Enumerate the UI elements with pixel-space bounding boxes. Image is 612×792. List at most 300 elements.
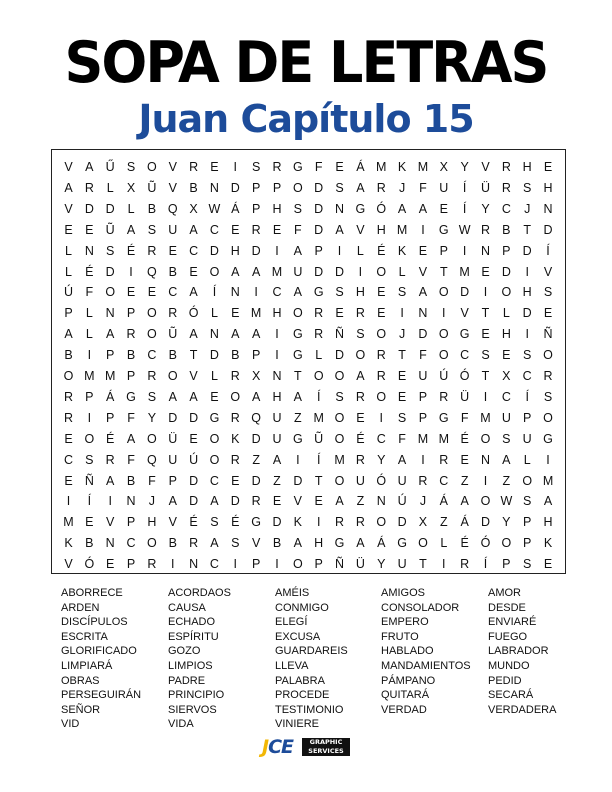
grid-cell[interactable]: Y <box>377 557 386 572</box>
grid-cell[interactable]: A <box>293 285 303 300</box>
grid-cell[interactable]: E <box>231 473 240 488</box>
grid-cell[interactable]: D <box>105 264 115 279</box>
grid-cell[interactable]: S <box>543 389 553 404</box>
grid-cell[interactable]: S <box>147 222 157 237</box>
grid-cell[interactable]: Y <box>377 452 386 467</box>
grid-cell[interactable]: I <box>442 306 446 321</box>
grid-cell[interactable]: Ó <box>459 369 470 383</box>
grid-cell[interactable]: P <box>126 557 136 572</box>
grid-cell[interactable]: N <box>105 536 115 551</box>
grid-cell[interactable]: V <box>64 201 73 216</box>
grid-cell[interactable]: E <box>439 201 448 216</box>
grid-cell[interactable]: R <box>230 410 240 425</box>
grid-cell[interactable]: A <box>543 494 553 509</box>
grid-cell[interactable]: O <box>480 494 491 509</box>
grid-cell[interactable]: I <box>233 557 238 572</box>
grid-cell[interactable]: V <box>460 306 469 321</box>
grid-cell[interactable]: A <box>335 222 344 237</box>
grid-cell[interactable]: R <box>376 369 386 383</box>
grid-cell[interactable]: D <box>314 264 324 279</box>
grid-cell[interactable]: Á <box>460 515 469 530</box>
grid-cell[interactable]: F <box>85 285 94 300</box>
grid-cell[interactable]: Á <box>106 389 115 404</box>
grid-cell[interactable]: V <box>168 160 177 174</box>
grid-cell[interactable]: N <box>335 201 345 216</box>
grid-cell[interactable]: Z <box>502 473 511 488</box>
grid-cell[interactable]: B <box>168 536 177 551</box>
grid-cell[interactable]: P <box>251 180 261 195</box>
grid-cell[interactable]: C <box>63 452 74 467</box>
grid-cell[interactable]: M <box>334 452 345 467</box>
grid-cell[interactable]: E <box>335 160 344 174</box>
grid-cell[interactable]: R <box>63 389 74 404</box>
grid-cell[interactable]: É <box>460 431 469 446</box>
grid-cell[interactable]: Í <box>212 285 217 300</box>
grid-cell[interactable]: X <box>126 180 136 195</box>
grid-cell[interactable]: O <box>167 369 178 383</box>
grid-cell[interactable]: P <box>523 536 532 551</box>
grid-cell[interactable]: A <box>251 327 261 342</box>
grid-cell[interactable]: D <box>209 243 219 258</box>
grid-cell[interactable]: P <box>523 410 532 425</box>
grid-cell[interactable]: B <box>64 348 73 363</box>
grid-cell[interactable]: C <box>189 243 199 258</box>
grid-cell[interactable]: G <box>543 431 553 446</box>
grid-cell[interactable]: R <box>251 494 261 509</box>
grid-cell[interactable]: C <box>168 285 178 300</box>
grid-cell[interactable]: Z <box>294 410 302 425</box>
grid-cell[interactable]: M <box>542 473 554 488</box>
grid-cell[interactable]: J <box>524 201 531 216</box>
grid-cell[interactable]: P <box>502 557 511 572</box>
grid-cell[interactable]: C <box>501 389 511 404</box>
grid-cell[interactable]: F <box>148 473 156 488</box>
grid-cell[interactable]: A <box>272 452 282 467</box>
grid-cell[interactable]: X <box>418 515 428 530</box>
grid-cell[interactable]: O <box>147 431 157 446</box>
grid-cell[interactable]: W <box>500 494 513 509</box>
grid-cell[interactable]: B <box>168 264 177 279</box>
grid-cell[interactable]: L <box>210 306 218 321</box>
grid-cell[interactable]: X <box>502 369 511 383</box>
grid-cell[interactable]: A <box>251 389 261 404</box>
grid-cell[interactable]: T <box>439 264 448 279</box>
grid-cell[interactable]: N <box>84 243 94 258</box>
grid-cell[interactable]: I <box>275 243 279 258</box>
grid-cell[interactable]: E <box>397 389 407 404</box>
grid-cell[interactable]: T <box>419 557 427 572</box>
grid-cell[interactable]: A <box>418 285 428 300</box>
grid-cell[interactable]: R <box>418 473 428 488</box>
grid-cell[interactable]: I <box>108 494 112 509</box>
grid-cell[interactable]: L <box>315 348 323 363</box>
grid-cell[interactable]: E <box>397 369 407 383</box>
grid-cell[interactable]: Ü <box>460 389 470 404</box>
grid-cell[interactable]: G <box>334 536 345 551</box>
grid-cell[interactable]: R <box>230 369 240 383</box>
grid-cell[interactable]: I <box>275 348 279 363</box>
grid-cell[interactable]: F <box>419 348 427 363</box>
grid-cell[interactable]: V <box>64 557 73 572</box>
grid-cell[interactable]: V <box>168 515 177 530</box>
grid-cell[interactable]: I <box>87 348 92 363</box>
grid-cell[interactable]: D <box>84 201 94 216</box>
grid-cell[interactable]: Y <box>481 201 490 216</box>
grid-cell[interactable]: Á <box>439 494 448 509</box>
grid-cell[interactable]: H <box>230 243 240 258</box>
grid-cell[interactable]: I <box>358 264 363 279</box>
grid-cell[interactable]: A <box>106 327 115 342</box>
grid-cell[interactable]: M <box>250 306 262 321</box>
grid-cell[interactable]: S <box>397 285 407 300</box>
grid-cell[interactable]: Y <box>147 410 157 425</box>
grid-cell[interactable]: Y <box>502 515 511 530</box>
grid-cell[interactable]: A <box>85 160 94 174</box>
grid-cell[interactable]: H <box>522 285 532 300</box>
grid-cell[interactable]: O <box>105 285 116 300</box>
grid-cell[interactable]: E <box>418 243 428 258</box>
grid-cell[interactable]: O <box>376 515 387 530</box>
grid-cell[interactable]: K <box>397 160 407 174</box>
grid-cell[interactable]: Ñ <box>543 327 553 342</box>
grid-cell[interactable]: Ü <box>168 431 178 446</box>
grid-cell[interactable]: G <box>313 285 324 300</box>
grid-cell[interactable]: E <box>377 306 386 321</box>
grid-cell[interactable]: A <box>356 369 365 383</box>
grid-cell[interactable]: P <box>126 369 136 383</box>
grid-cell[interactable]: P <box>251 201 261 216</box>
grid-cell[interactable]: E <box>126 285 136 300</box>
grid-cell[interactable]: O <box>334 410 345 425</box>
grid-cell[interactable]: L <box>440 536 448 551</box>
grid-cell[interactable]: P <box>126 306 136 321</box>
grid-cell[interactable]: H <box>272 306 282 321</box>
grid-cell[interactable]: F <box>294 222 302 237</box>
grid-cell[interactable]: E <box>85 515 94 530</box>
grid-cell[interactable]: U <box>501 410 511 425</box>
grid-cell[interactable]: Ó <box>376 201 387 216</box>
grid-cell[interactable]: R <box>272 160 282 174</box>
grid-cell[interactable]: I <box>483 285 488 300</box>
grid-cell[interactable]: T <box>481 306 490 321</box>
grid-cell[interactable]: Ú <box>63 285 74 300</box>
grid-cell[interactable]: O <box>438 348 449 363</box>
grid-cell[interactable]: I <box>171 557 175 572</box>
grid-cell[interactable]: M <box>84 369 95 383</box>
grid-cell[interactable]: A <box>106 473 115 488</box>
grid-cell[interactable]: Í <box>483 557 488 572</box>
grid-cell[interactable]: V <box>189 369 198 383</box>
grid-cell[interactable]: A <box>251 264 261 279</box>
grid-cell[interactable]: D <box>251 473 261 488</box>
grid-cell[interactable]: T <box>481 369 490 383</box>
grid-cell[interactable]: C <box>209 557 219 572</box>
grid-cell[interactable]: Ű <box>105 160 115 174</box>
grid-cell[interactable]: Q <box>167 201 178 216</box>
grid-cell[interactable]: I <box>546 452 550 467</box>
grid-cell[interactable]: H <box>522 160 532 174</box>
grid-cell[interactable]: É <box>356 431 365 446</box>
grid-cell[interactable]: P <box>106 348 115 363</box>
grid-cell[interactable]: H <box>355 285 365 300</box>
grid-cell[interactable]: E <box>85 222 94 237</box>
grid-cell[interactable]: K <box>397 243 407 258</box>
grid-cell[interactable]: A <box>356 536 365 551</box>
grid-cell[interactable]: E <box>231 222 240 237</box>
grid-cell[interactable]: U <box>355 473 365 488</box>
grid-cell[interactable]: L <box>65 264 72 279</box>
grid-cell[interactable]: R <box>335 515 345 530</box>
grid-cell[interactable]: E <box>272 222 282 237</box>
grid-cell[interactable]: E <box>543 160 553 174</box>
grid-cell[interactable]: Í <box>462 201 467 216</box>
grid-cell[interactable]: D <box>230 494 240 509</box>
grid-cell[interactable]: H <box>376 222 386 237</box>
grid-cell[interactable]: U <box>168 222 178 237</box>
grid-cell[interactable]: A <box>397 201 407 216</box>
grid-cell[interactable]: I <box>483 389 488 404</box>
grid-cell[interactable]: R <box>439 389 449 404</box>
grid-cell[interactable]: R <box>230 452 240 467</box>
grid-cell[interactable]: G <box>292 327 303 342</box>
grid-cell[interactable]: A <box>231 327 240 342</box>
grid-cell[interactable]: R <box>460 557 470 572</box>
grid-cell[interactable]: S <box>502 431 511 446</box>
grid-cell[interactable]: Á <box>356 160 365 174</box>
grid-cell[interactable]: D <box>335 348 345 363</box>
grid-cell[interactable]: A <box>189 222 198 237</box>
grid-cell[interactable]: Í <box>316 452 321 467</box>
grid-cell[interactable]: L <box>210 369 218 383</box>
grid-cell[interactable]: B <box>147 201 157 216</box>
grid-cell[interactable]: Ú <box>189 452 199 467</box>
grid-cell[interactable]: I <box>66 494 71 509</box>
grid-cell[interactable]: A <box>397 452 407 467</box>
grid-cell[interactable]: Ũ <box>168 327 178 342</box>
grid-cell[interactable]: R <box>543 369 553 383</box>
grid-cell[interactable]: D <box>480 515 491 530</box>
grid-cell[interactable]: I <box>316 515 321 530</box>
grid-cell[interactable]: O <box>313 369 324 383</box>
grid-cell[interactable]: O <box>292 306 303 321</box>
grid-cell[interactable]: D <box>293 473 303 488</box>
grid-cell[interactable]: L <box>85 306 93 321</box>
grid-cell[interactable]: S <box>126 160 136 174</box>
grid-cell[interactable]: Í <box>462 180 467 195</box>
grid-cell[interactable]: L <box>85 327 93 342</box>
grid-cell[interactable]: Ó <box>188 306 199 321</box>
grid-cell[interactable]: A <box>126 222 136 237</box>
grid-cell[interactable]: A <box>126 431 136 446</box>
grid-cell[interactable]: O <box>438 285 449 300</box>
grid-cell[interactable]: T <box>189 348 198 363</box>
grid-cell[interactable]: E <box>543 557 553 572</box>
grid-cell[interactable]: S <box>293 201 303 216</box>
grid-cell[interactable]: Ü <box>480 180 491 195</box>
grid-cell[interactable]: Ó <box>376 473 387 488</box>
grid-cell[interactable]: O <box>334 369 345 383</box>
grid-cell[interactable]: I <box>421 222 425 237</box>
grid-cell[interactable]: E <box>210 389 219 404</box>
grid-cell[interactable]: E <box>147 285 157 300</box>
grid-cell[interactable]: I <box>296 452 300 467</box>
grid-cell[interactable]: L <box>106 180 114 195</box>
grid-cell[interactable]: M <box>63 515 74 530</box>
grid-cell[interactable]: U <box>293 264 303 279</box>
grid-cell[interactable]: D <box>272 515 282 530</box>
grid-cell[interactable]: O <box>543 348 553 363</box>
grid-cell[interactable]: O <box>84 431 95 446</box>
grid-cell[interactable]: I <box>400 306 404 321</box>
grid-cell[interactable]: Ñ <box>84 473 94 488</box>
grid-cell[interactable]: I <box>129 264 133 279</box>
grid-cell[interactable]: T <box>398 348 406 363</box>
grid-cell[interactable]: D <box>397 515 407 530</box>
grid-cell[interactable]: Ũ <box>147 180 157 195</box>
grid-cell[interactable]: A <box>210 494 219 509</box>
grid-cell[interactable]: P <box>439 243 448 258</box>
grid-cell[interactable]: Í <box>316 389 321 404</box>
grid-cell[interactable]: J <box>419 494 427 509</box>
grid-cell[interactable]: Ú <box>439 369 449 383</box>
grid-cell[interactable]: A <box>335 494 344 509</box>
grid-cell[interactable]: A <box>293 243 303 258</box>
grid-cell[interactable]: P <box>126 515 136 530</box>
grid-cell[interactable]: O <box>147 160 157 174</box>
grid-cell[interactable]: O <box>209 452 220 467</box>
grid-cell[interactable]: V <box>106 515 115 530</box>
grid-cell[interactable]: M <box>271 264 283 279</box>
grid-cell[interactable]: E <box>481 327 490 342</box>
grid-cell[interactable]: G <box>355 201 366 216</box>
grid-cell[interactable]: D <box>314 201 324 216</box>
grid-cell[interactable]: C <box>209 473 219 488</box>
grid-cell[interactable]: E <box>335 306 344 321</box>
grid-cell[interactable]: A <box>293 536 303 551</box>
grid-cell[interactable]: M <box>438 431 449 446</box>
grid-cell[interactable]: K <box>231 431 240 446</box>
grid-cell[interactable]: H <box>147 515 157 530</box>
grid-cell[interactable]: Í <box>87 494 92 509</box>
grid-cell[interactable]: I <box>275 327 279 342</box>
grid-cell[interactable]: L <box>65 243 72 258</box>
grid-cell[interactable]: S <box>523 180 532 195</box>
grid-cell[interactable]: P <box>523 515 532 530</box>
grid-cell[interactable]: S <box>523 557 532 572</box>
grid-cell[interactable]: Z <box>439 515 448 530</box>
grid-cell[interactable]: É <box>231 515 240 530</box>
grid-cell[interactable]: S <box>523 494 532 509</box>
grid-cell[interactable]: N <box>126 494 136 509</box>
grid-cell[interactable]: O <box>438 327 449 342</box>
grid-cell[interactable]: É <box>377 243 386 258</box>
grid-cell[interactable]: N <box>272 369 282 383</box>
grid-cell[interactable]: P <box>64 306 73 321</box>
grid-cell[interactable]: O <box>292 557 303 572</box>
grid-cell[interactable]: N <box>209 180 219 195</box>
grid-cell[interactable]: N <box>480 243 491 258</box>
grid-cell[interactable]: T <box>523 222 531 237</box>
grid-cell[interactable]: V <box>251 536 261 551</box>
grid-cell[interactable]: I <box>483 473 488 488</box>
grid-cell[interactable]: H <box>501 327 511 342</box>
grid-cell[interactable]: E <box>64 222 73 237</box>
grid-cell[interactable]: S <box>231 536 240 551</box>
grid-cell[interactable]: R <box>314 306 324 321</box>
grid-cell[interactable]: I <box>275 557 279 572</box>
grid-cell[interactable]: B <box>272 536 282 551</box>
grid-cell[interactable]: I <box>337 243 342 258</box>
grid-cell[interactable]: C <box>522 369 532 383</box>
grid-cell[interactable]: D <box>314 180 324 195</box>
grid-cell[interactable]: P <box>502 243 511 258</box>
grid-cell[interactable]: Í <box>525 389 529 404</box>
grid-cell[interactable]: S <box>147 389 157 404</box>
grid-cell[interactable]: S <box>85 452 94 467</box>
grid-cell[interactable]: D <box>251 243 261 258</box>
grid-cell[interactable]: I <box>87 410 92 425</box>
grid-cell[interactable]: O <box>418 536 428 551</box>
grid-cell[interactable]: C <box>501 201 511 216</box>
grid-cell[interactable]: Q <box>251 410 261 425</box>
grid-cell[interactable]: C <box>376 431 386 446</box>
grid-cell[interactable]: B <box>168 348 177 363</box>
grid-cell[interactable]: O <box>334 431 345 446</box>
grid-cell[interactable]: U <box>272 410 282 425</box>
grid-cell[interactable]: B <box>126 348 136 363</box>
grid-cell[interactable]: E <box>168 243 177 258</box>
grid-cell[interactable]: J <box>398 180 406 195</box>
grid-cell[interactable]: E <box>460 452 469 467</box>
grid-cell[interactable]: R <box>376 348 386 363</box>
grid-cell[interactable]: U <box>397 557 407 572</box>
grid-cell[interactable]: A <box>356 180 365 195</box>
grid-cell[interactable]: S <box>523 348 532 363</box>
grid-cell[interactable]: H <box>543 180 553 195</box>
grid-cell[interactable]: E <box>356 410 365 425</box>
grid-cell[interactable]: S <box>251 160 261 174</box>
grid-cell[interactable]: G <box>438 222 449 237</box>
grid-cell[interactable]: E <box>64 473 73 488</box>
grid-cell[interactable]: D <box>189 494 199 509</box>
grid-cell[interactable]: E <box>210 160 219 174</box>
grid-cell[interactable]: I <box>233 160 238 174</box>
grid-cell[interactable]: K <box>64 536 73 551</box>
grid-cell[interactable]: S <box>481 348 490 363</box>
grid-cell[interactable]: C <box>460 348 470 363</box>
grid-cell[interactable]: O <box>230 389 241 404</box>
grid-cell[interactable]: O <box>355 348 366 363</box>
grid-cell[interactable]: W <box>208 201 221 216</box>
grid-cell[interactable]: S <box>335 180 344 195</box>
grid-cell[interactable]: D <box>251 431 261 446</box>
grid-cell[interactable]: Ü <box>355 557 365 572</box>
grid-cell[interactable]: E <box>64 431 73 446</box>
grid-cell[interactable]: S <box>335 389 344 404</box>
grid-cell[interactable]: G <box>126 389 136 404</box>
grid-cell[interactable]: D <box>460 285 470 300</box>
grid-cell[interactable]: É <box>85 264 94 279</box>
grid-cell[interactable]: G <box>459 327 470 342</box>
grid-cell[interactable]: G <box>292 348 303 363</box>
grid-cell[interactable]: R <box>355 306 365 321</box>
grid-cell[interactable]: K <box>293 515 303 530</box>
grid-cell[interactable]: W <box>458 222 471 237</box>
grid-cell[interactable]: R <box>147 557 157 572</box>
grid-cell[interactable]: L <box>127 201 135 216</box>
grid-cell[interactable]: O <box>147 536 157 551</box>
grid-cell[interactable]: M <box>417 160 429 174</box>
